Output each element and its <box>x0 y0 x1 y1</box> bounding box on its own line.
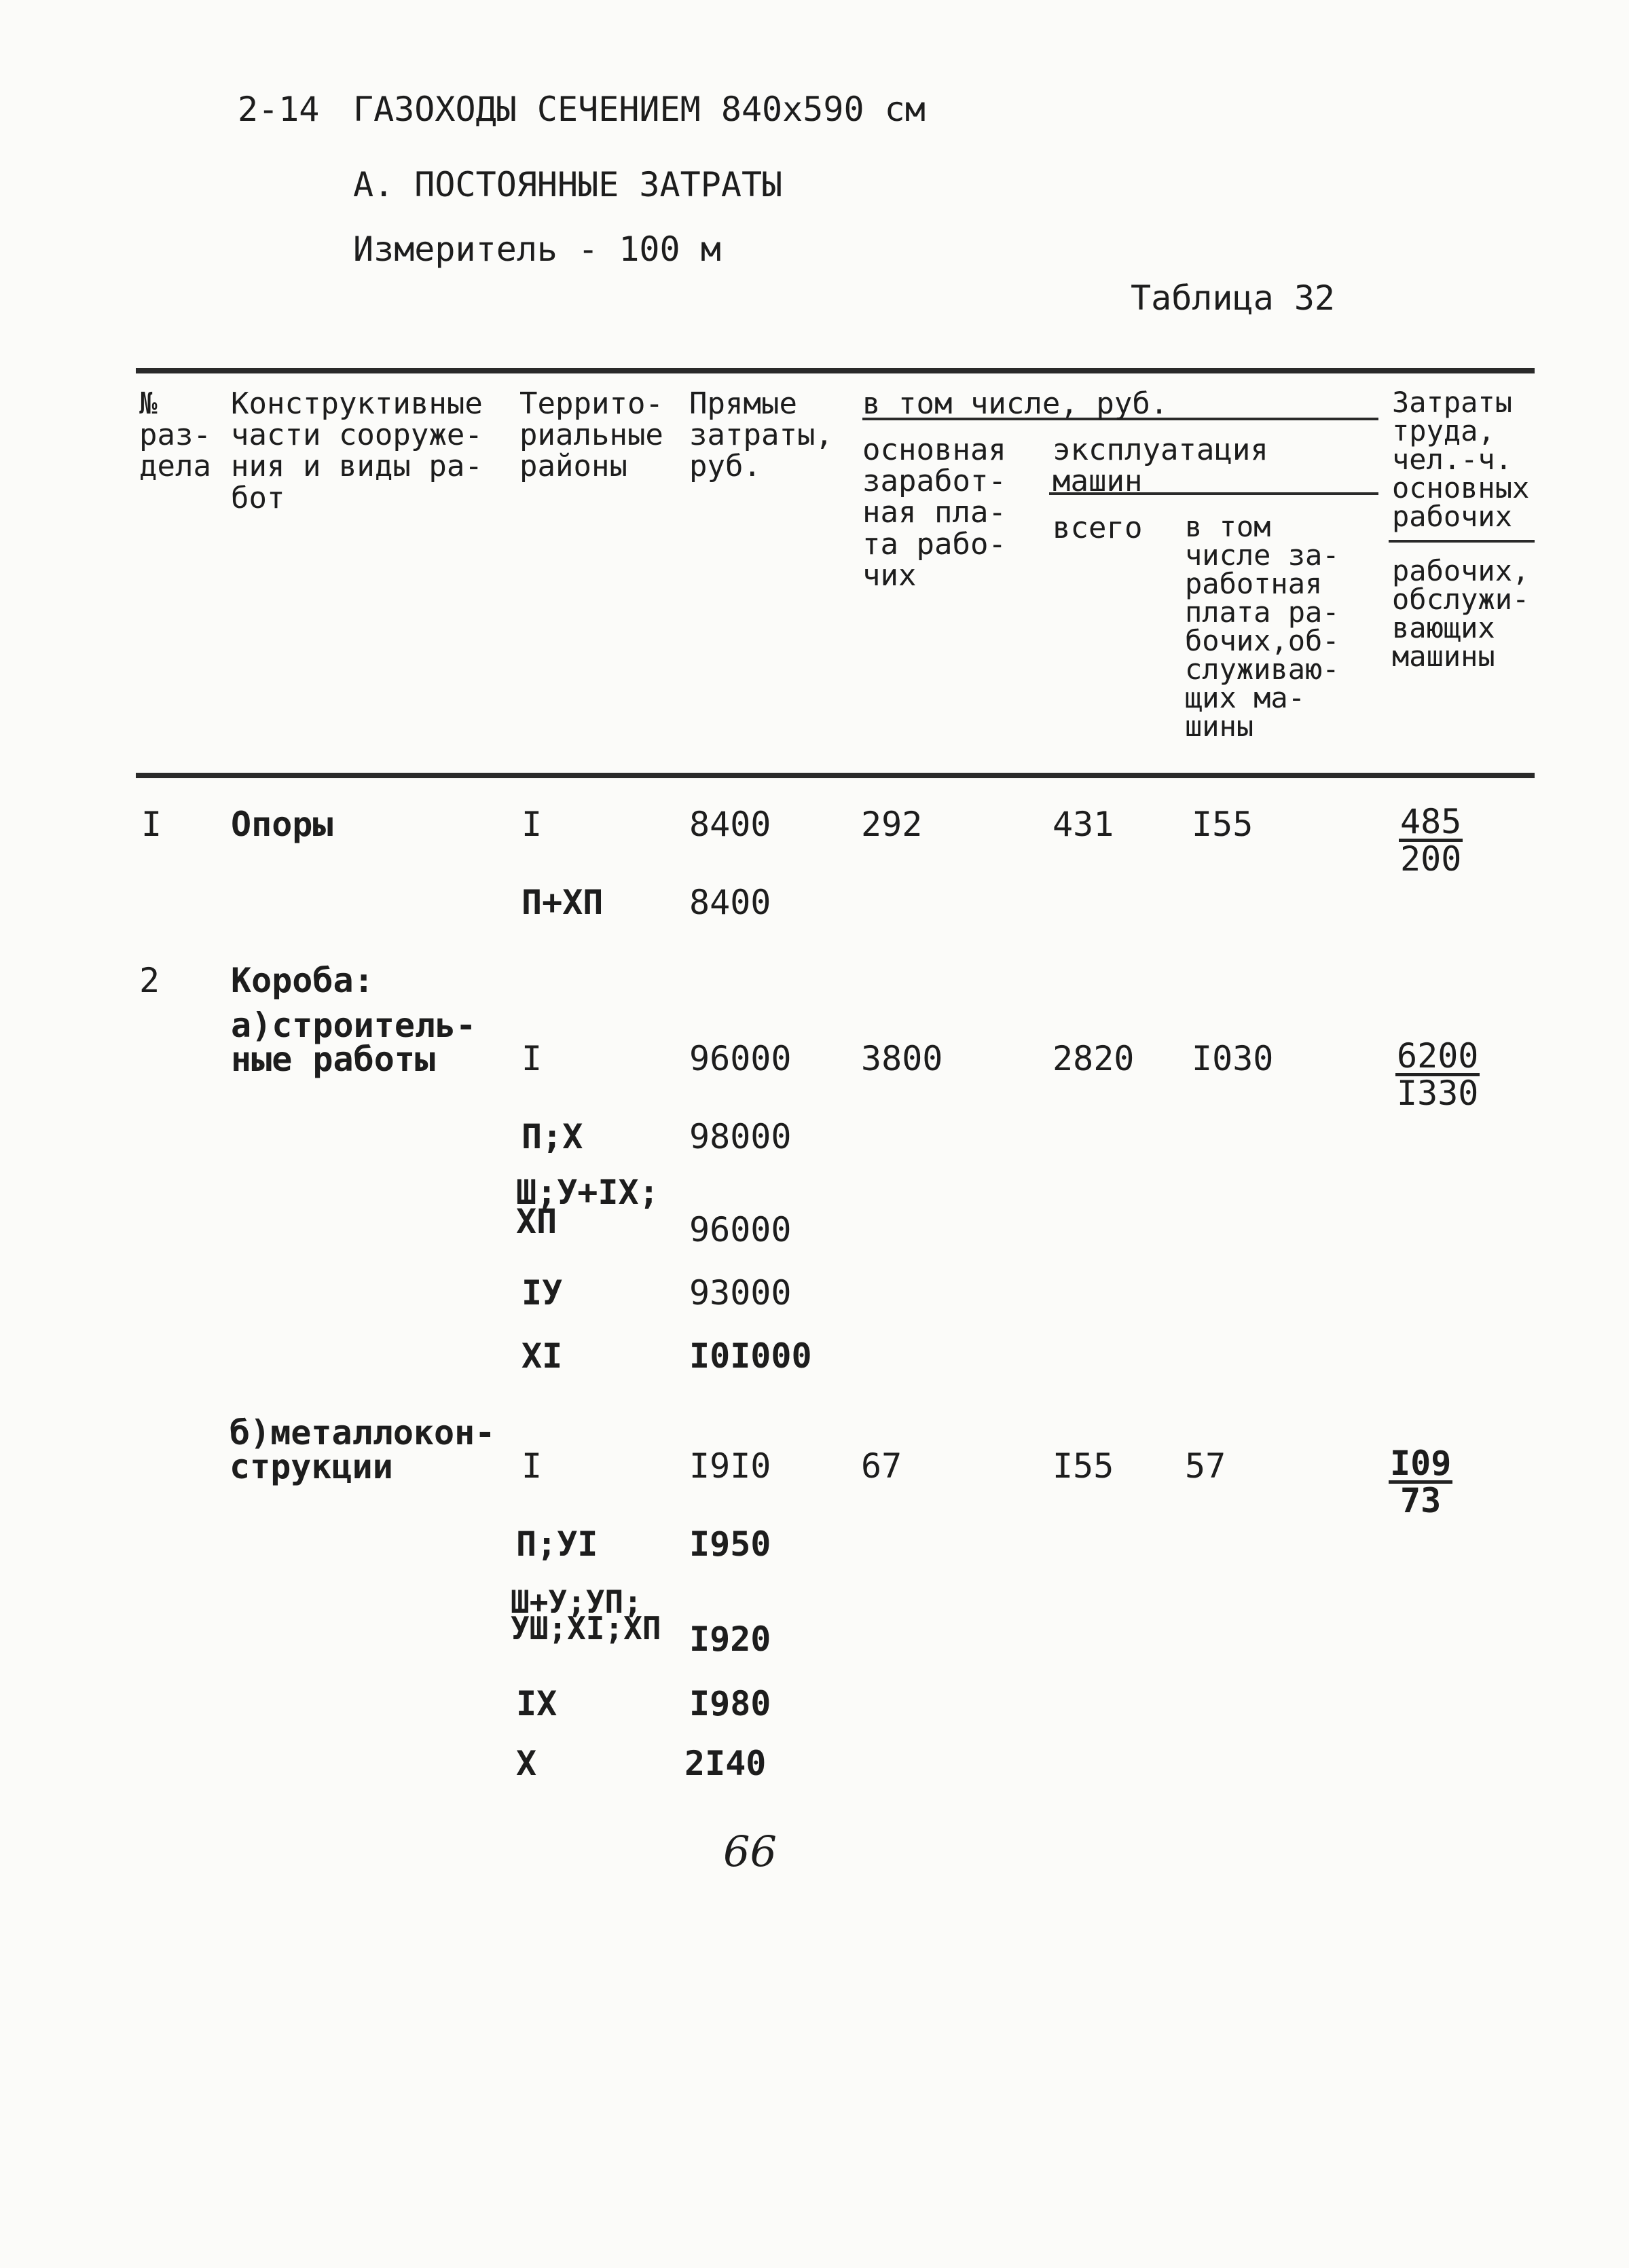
labor-machines-value: 200 <box>1400 839 1462 879</box>
col-header-labor-machines: рабочих, обслужи- вающих машины <box>1392 554 1530 673</box>
page-subtitle: А. ПОСТОЯННЫЕ ЗАТРАТЫ <box>353 165 783 204</box>
row-direct-cost: 2I40 <box>684 1744 767 1783</box>
labor-main-value: 485 <box>1400 802 1462 841</box>
row-direct-cost: 96000 <box>689 1039 792 1078</box>
row-machines-total: 2820 <box>1053 1039 1135 1078</box>
row-machine-wage: 57 <box>1185 1446 1226 1486</box>
row-part-name: б)металлокон- струкции <box>230 1413 496 1486</box>
row-direct-cost: I980 <box>689 1684 771 1723</box>
labor-machines-value: I330 <box>1397 1074 1479 1113</box>
row-region: IУ <box>521 1273 563 1313</box>
table-label: Таблица 32 <box>1131 278 1336 318</box>
row-direct-cost: 96000 <box>689 1210 792 1249</box>
row-labor-fraction <box>1399 802 1463 879</box>
table-top-rule <box>136 368 1535 373</box>
row-region: Ш+У;УП; УШ;XI;ХП <box>511 1584 661 1647</box>
row-machine-wage: I55 <box>1192 805 1253 844</box>
row-machines-total: I55 <box>1053 1446 1114 1486</box>
col-header-total: всего <box>1053 511 1143 545</box>
row-region: П+ХП <box>521 883 604 922</box>
row-part-name: Опоры <box>231 805 333 844</box>
row-direct-cost: I9I0 <box>689 1446 771 1486</box>
labor-machines-value: 73 <box>1400 1481 1442 1520</box>
row-machines-total: 431 <box>1053 805 1114 844</box>
col-header-parts: Конструктивные части сооруже- ния и виды ра- бот <box>231 386 483 515</box>
row-machine-wage: I030 <box>1192 1039 1274 1078</box>
col-header-wage: основная заработ- ная пла- та рабо- чих <box>862 433 1006 593</box>
page-number: 66 <box>723 1827 777 1876</box>
row-direct-cost: I920 <box>689 1620 771 1659</box>
row-wage: 67 <box>861 1446 902 1486</box>
row-section-number: 2 <box>139 961 160 1000</box>
row-direct-cost: 8400 <box>689 805 771 844</box>
col-header-regions: Террито- риальные районы <box>519 386 663 484</box>
row-wage: 3800 <box>861 1039 943 1078</box>
row-region: X <box>516 1744 537 1783</box>
row-labor-fraction <box>1389 1446 1452 1518</box>
row-direct-cost: I0I000 <box>689 1336 812 1376</box>
col-header-machines: эксплуатация машин <box>1053 433 1268 499</box>
row-part-name: а)строитель- ные работы <box>231 1006 477 1079</box>
row-region: I <box>521 805 543 844</box>
row-direct-cost: 8400 <box>689 883 771 922</box>
row-region: IX <box>516 1684 557 1723</box>
labor-divider <box>1389 540 1535 543</box>
row-direct-cost: 93000 <box>689 1273 792 1313</box>
row-section-number: I <box>141 805 162 844</box>
section-number: 2-14 <box>238 90 320 129</box>
row-region: П;Х <box>521 1117 583 1156</box>
measure-unit: Измеритель - 100 м <box>353 230 721 269</box>
row-direct-cost: 98000 <box>689 1117 792 1156</box>
row-part-name: Короба: <box>231 961 374 1000</box>
col-header-incl: в том числе, руб. <box>862 386 1169 421</box>
col-header-labor-main: Затраты труда, чел.-ч. основных рабочих <box>1392 386 1530 533</box>
row-direct-cost: I950 <box>689 1524 771 1564</box>
row-region: Ш;У+IX; ХП <box>516 1173 659 1241</box>
row-wage: 292 <box>861 805 923 844</box>
row-region: XI <box>521 1336 563 1376</box>
header-bottom-rule <box>136 773 1535 778</box>
labor-main-value: 6200 <box>1397 1036 1479 1076</box>
page-title: ГАЗОХОДЫ СЕЧЕНИЕМ 840x590 см <box>353 90 926 129</box>
row-region: I <box>521 1039 543 1078</box>
labor-main-value: I09 <box>1390 1444 1452 1483</box>
row-region: I <box>521 1446 543 1486</box>
col-header-machine-wage: в том числе за- работная плата ра- бочих,об- служиваю- щих ма- шины <box>1185 510 1340 743</box>
col-header-direct: Прямые затраты, руб. <box>689 386 833 484</box>
row-region: П;УI <box>516 1524 598 1564</box>
row-labor-fraction <box>1395 1036 1480 1113</box>
col-header-num: № раз- дела <box>139 386 211 484</box>
